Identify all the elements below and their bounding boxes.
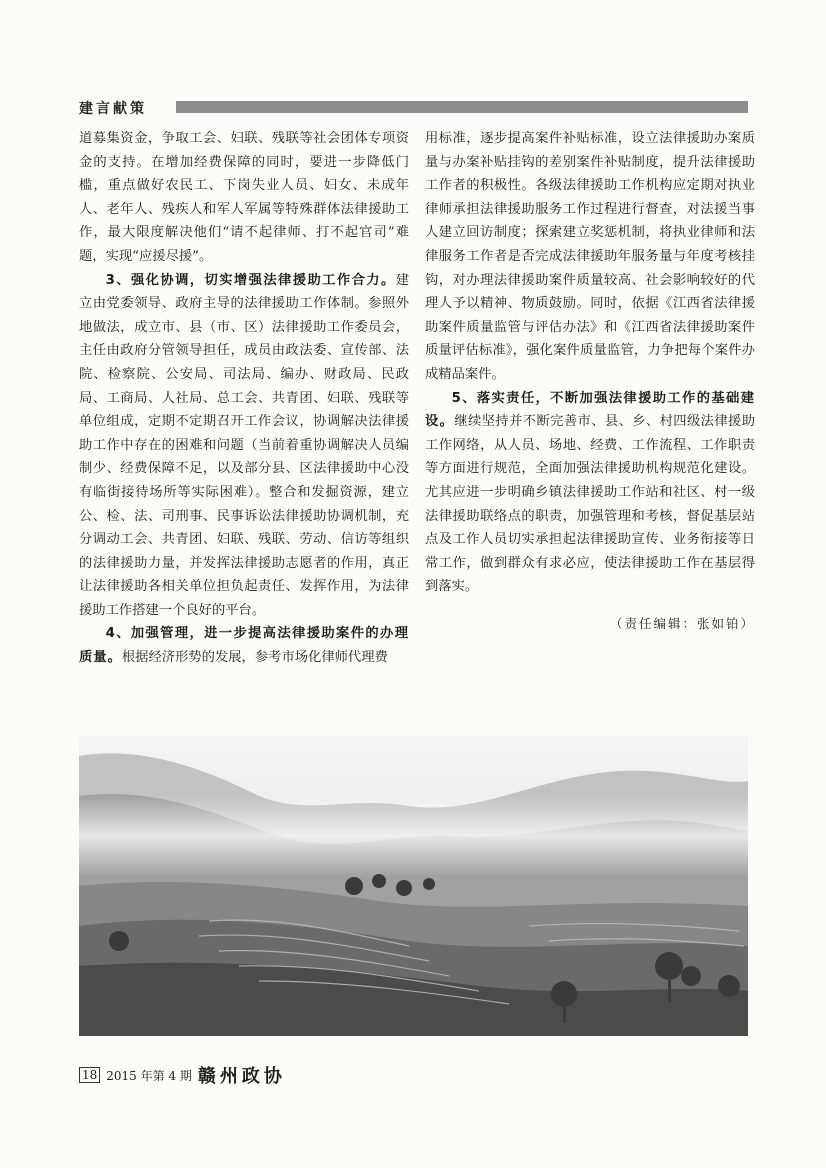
paragraph-lead: 5、落实责任，不断加强法律援助工作的基础建设。	[425, 390, 755, 430]
paragraph-text: 继续坚持并不断完善市、县、乡、村四级法律援助工作网络，从人员、场地、经费、工作流程、工作职责等方面进行规范，全面加强法律援助机构规范化建设。尤其应进一步明确乡镇法律援助工作站和社区、村一级法律援助联络点的职责，加强管理和考核，督促基层站点及工作人员切实承担起法律援助宣传、业务衔接等日常工作，做到群众有求必应，使法律援助工作在基层得到落实。	[425, 414, 756, 595]
paragraph	[79, 127, 409, 269]
terraced-hills-image	[79, 736, 748, 1036]
page-number: 18	[79, 1067, 100, 1083]
paragraph-text: 建立由党委领导、政府主导的法律援助工作体制。参照外地做法，成立市、县（市、区）法律援助工作委员会，主任由政府分管领导担任，成员由政法委、宣传部、法院、检察院、公安局、司法局、编办、财政局、民政局、工商局、人社局、总工会、共青团、妇联、残联等单位组成，定期不定期召开工作会议，协调解决法律援助工作中存在的困难和问题（当前着重协调解决人员编制少、经费保障不足，以及部分县、区法律援助中心没有临街接待场所等实际困难）。整合和发掘资源，建立公、检、法、司刑事、民事诉讼法律援助协调机制，充分调动工会、共青团、妇联、残联、劳动、信访等组织的法律援助力量，并发挥法律援助志愿者的作用，真正让法律援助各相关单位担负起责任、发挥作用，为法律援助工作搭建一个良好的平台。	[79, 272, 409, 618]
paragraph	[425, 127, 755, 387]
paragraph	[425, 387, 755, 599]
page-footer	[79, 1062, 286, 1088]
header-rule	[176, 101, 748, 113]
paragraph	[79, 622, 409, 669]
magazine-name: 赣州政协	[197, 1066, 286, 1087]
paragraph-lead: 4、加强管理，进一步提高法律援助案件的办理质量。	[79, 626, 409, 666]
article-column-left	[79, 127, 409, 670]
paragraph-text: 道募集资金，争取工会、妇联、残联等社会团体专项资金的支持。在增加经费保障的同时，要进一步降低门槛，重点做好农民工、下岗失业人员、妇女、未成年人、老年人、残疾人和军人军属等特殊群体法律援助工作，最大限度解决他们“请不起律师、打不起官司”难题，实现“应援尽援”。	[79, 131, 409, 264]
paragraph-lead: 3、强化协调，切实增强法律援助工作合力。	[105, 272, 396, 288]
article-column-right	[425, 127, 755, 635]
issue-label: 2015 年第 4 期	[106, 1068, 192, 1083]
section-title: 建言献策	[79, 101, 147, 117]
landscape-photo	[79, 736, 748, 1036]
paragraph	[79, 269, 409, 623]
editor-credit: （责任编辑：张如铂）	[609, 615, 755, 631]
paragraph-text: 根据经济形势的发展，参考市场化律师代理费	[121, 650, 388, 666]
paragraph-text: 用标准，逐步提高案件补贴标准，设立法律援助办案质量与办案补贴挂钩的差别案件补贴制度，提升法律援助工作者的积极性。各级法律援助工作机构应定期对执业律师承担法律援助服务工作过程进行督查，对法援当事人建立回访制度；探索建立奖惩机制，将执业律师和法律服务工作者是否完成法律援助年服务量与年度考核挂钩，对办理法律援助案件质量较高、社会影响较好的代理人予以精神、物质鼓励。同时，依据《江西省法律援助案件质量监管与评估办法》和《江西省法律援助案件质量评估标准》，强化案件质量监管，力争把每个案件办成精品案件。	[425, 131, 755, 382]
